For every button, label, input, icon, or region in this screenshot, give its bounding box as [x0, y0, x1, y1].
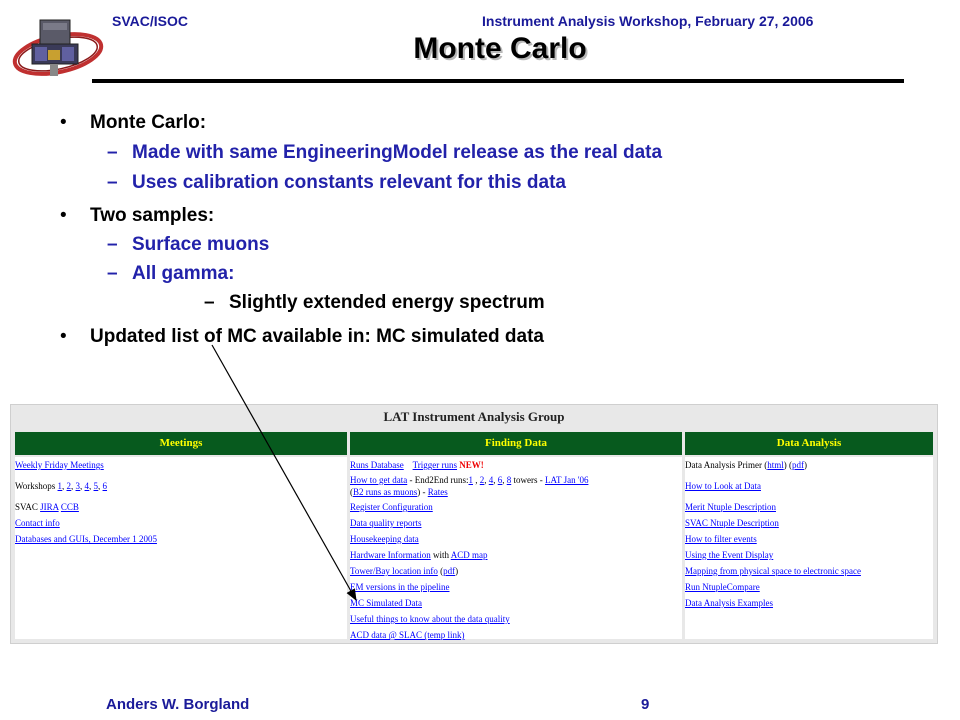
column-header-finding-data: Finding Data [350, 432, 682, 455]
link-mapping-space[interactable]: Mapping from physical space to electronic space [685, 566, 861, 576]
link-merit-ntuple[interactable]: Merit Ntuple Description [685, 502, 776, 512]
link-tower-bay-pdf[interactable]: pdf [443, 566, 456, 576]
workshops-line: Workshops 1, 2, 3, 4, 5, 6 [15, 481, 108, 491]
bullet-dot: • [60, 205, 67, 226]
workshops-label: Workshops [15, 481, 56, 491]
webpage-title: LAT Instrument Analysis Group [383, 409, 565, 424]
header-left: SVAC/ISOC [112, 13, 188, 29]
column-header-data-analysis: Data Analysis [685, 432, 933, 455]
link-e2e-2[interactable]: 2 [479, 475, 485, 485]
svac-label: SVAC [15, 502, 38, 512]
slide-title: Monte Carlo [413, 32, 587, 65]
link-contact-info[interactable]: Contact info [15, 518, 60, 528]
link-em-versions[interactable]: EM versions in the pipeline [350, 582, 450, 592]
link-trigger-runs[interactable]: Trigger runs [412, 460, 458, 470]
bullet-two-samples: Two samples: [90, 205, 215, 226]
link-acd-map[interactable]: ACD map [450, 550, 488, 560]
link-data-quality-reports[interactable]: Data quality reports [350, 518, 422, 528]
sub-bullet-surface-muons: Surface muons [132, 234, 270, 255]
bullet-dot: • [60, 326, 67, 347]
link-primer-pdf[interactable]: pdf [792, 460, 805, 470]
column-header-meetings: Meetings [15, 432, 347, 455]
bullet-monte-carlo: Monte Carlo: [90, 112, 207, 133]
footer-author: Anders W. Borgland [106, 696, 250, 713]
link-register-configuration[interactable]: Register Configuration [350, 502, 433, 512]
dash: – [107, 234, 118, 255]
link-e2e-6[interactable]: 6 [497, 475, 503, 485]
link-run-ntuplecompare[interactable]: Run NtupleCompare [685, 582, 760, 592]
b2-line: (B2 runs as muons) - Rates [350, 487, 448, 497]
link-analysis-examples[interactable]: Data Analysis Examples [685, 598, 773, 608]
link-weekly-meetings[interactable]: Weekly Friday Meetings [15, 460, 104, 470]
link-b2-runs[interactable]: B2 runs as muons [353, 487, 418, 497]
dash: – [107, 172, 118, 193]
link-acd-data-slac[interactable]: ACD data @ SLAC (temp link) [350, 630, 465, 640]
link-runs-database[interactable]: Runs Database [350, 460, 404, 470]
link-useful-things[interactable]: Useful things to know about the data quality [350, 614, 510, 624]
link-workshop-2[interactable]: 2 [66, 481, 72, 491]
sub-bullet-release: Made with same EngineeringModel release as the real data [132, 142, 663, 163]
link-lat-jan-06[interactable]: LAT Jan '06 [544, 475, 589, 485]
page-number: 9 [641, 696, 650, 713]
link-mc-simulated-data[interactable]: MC Simulated Data [350, 598, 422, 608]
link-e2e-4[interactable]: 4 [488, 475, 494, 485]
dash: – [204, 292, 215, 313]
sub-bullet-all-gamma: All gamma: [132, 263, 235, 284]
link-workshop-5[interactable]: 5 [93, 481, 99, 491]
link-tower-bay-info[interactable]: Tower/Bay location info [350, 566, 438, 576]
e2e-label: - End2End runs: [407, 475, 469, 485]
link-workshop-6[interactable]: 6 [102, 481, 108, 491]
link-how-to-look[interactable]: How to Look at Data [685, 481, 761, 491]
tower-bay-line: Tower/Bay location info (pdf) [350, 566, 459, 576]
link-housekeeping-data[interactable]: Housekeeping data [350, 534, 419, 544]
bullet-dot: • [60, 112, 67, 133]
dash: – [107, 142, 118, 163]
bullet-updated-list: Updated list of MC available in: MC simulated data [90, 326, 544, 347]
link-e2e-8[interactable]: 8 [506, 475, 512, 485]
link-how-to-get-data[interactable]: How to get data [350, 475, 408, 485]
dash: – [107, 263, 118, 284]
sub-bullet-calibration: Uses calibration constants relevant for this data [132, 172, 566, 193]
link-workshop-3[interactable]: 3 [75, 481, 81, 491]
primer-label: Data Analysis Primer ( [685, 460, 768, 470]
primer-line: Data Analysis Primer (html) (pdf) [685, 460, 808, 470]
link-event-display[interactable]: Using the Event Display [685, 550, 774, 560]
link-rates[interactable]: Rates [427, 487, 448, 497]
header-right: Instrument Analysis Workshop, February 27, 2006 [482, 13, 814, 29]
link-workshop-1[interactable]: 1 [57, 481, 63, 491]
link-hardware-information[interactable]: Hardware Information [350, 550, 431, 560]
link-filter-events[interactable]: How to filter events [685, 534, 757, 544]
link-ccb[interactable]: CCB [60, 502, 79, 512]
with-label: with [430, 550, 451, 560]
howto-line: How to get data - End2End runs:1 , 2, 4, 6, 8 towers - LAT Jan '06 [350, 475, 589, 485]
towers-label: towers - [511, 475, 545, 485]
link-svac-ntuple[interactable]: SVAC Ntuple Description [685, 518, 779, 528]
link-workshop-4[interactable]: 4 [84, 481, 90, 491]
new-badge: NEW! [459, 460, 484, 470]
link-jira[interactable]: JIRA [40, 502, 59, 512]
link-e2e-1[interactable]: 1 [468, 475, 473, 485]
sub-sub-bullet-energy: Slightly extended energy spectrum [229, 292, 545, 313]
link-primer-html[interactable]: html [767, 460, 784, 470]
link-databases-guis[interactable]: Databases and GUIs, December 1 2005 [15, 534, 157, 544]
